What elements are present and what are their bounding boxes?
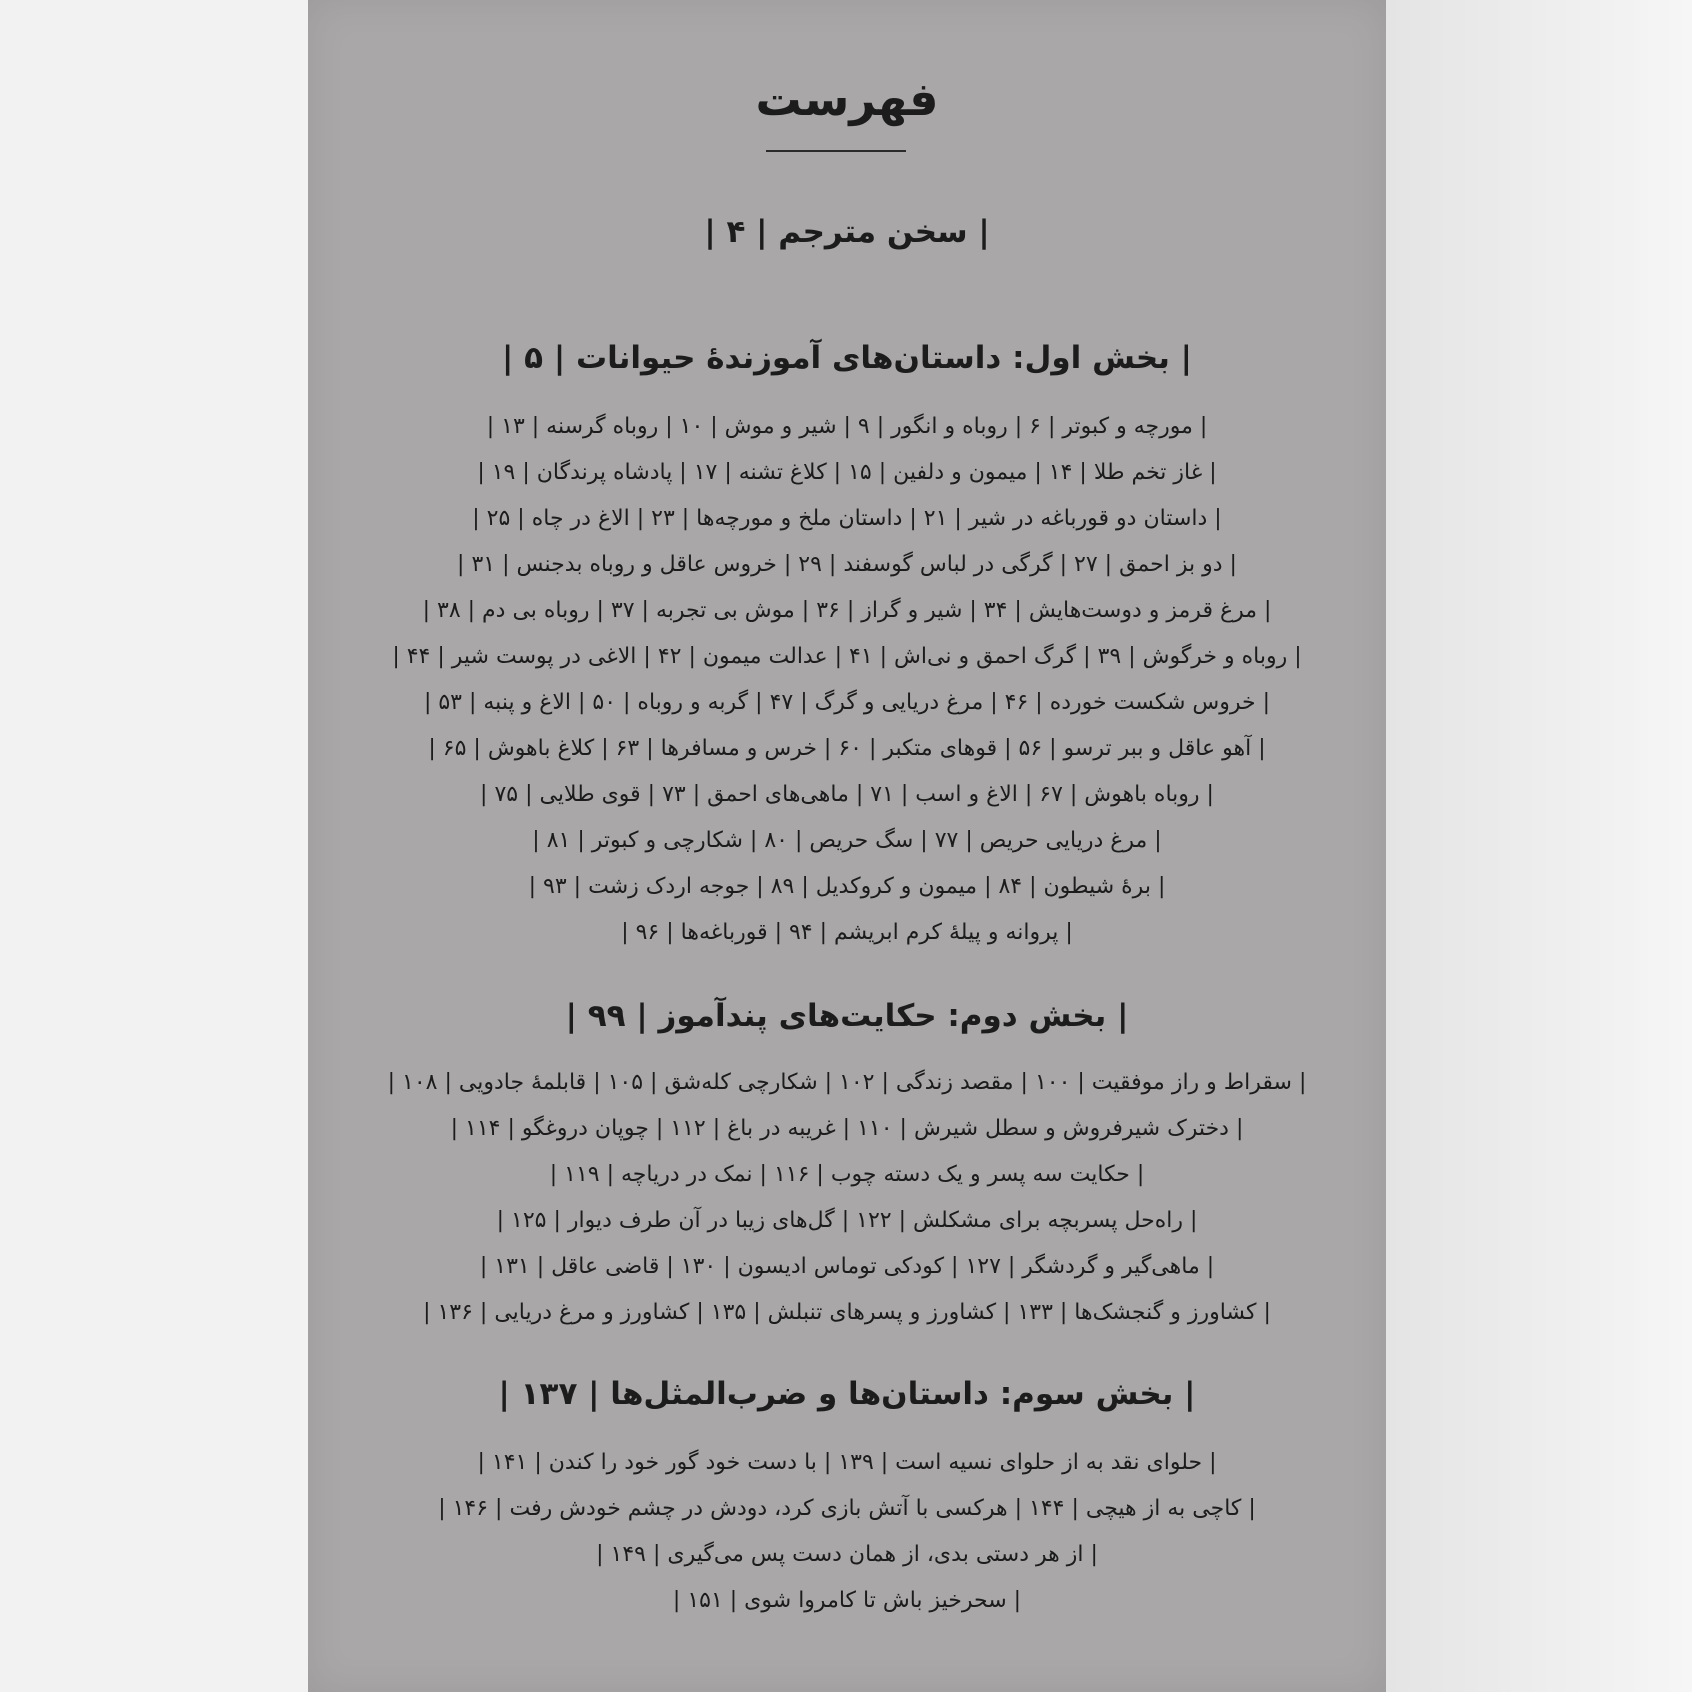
toc-entry: | دو بز احمق | ۲۷ | گرگی در لباس گوسفند | ۲۹ | خروس عاقل و روباه بدجنس | ۳۱ | <box>457 552 1237 577</box>
toc-entry: | آهو عاقل و ببر ترسو | ۵۶ | قوهای متکبر | ۶۰ | خرس و مسافرها | ۶۳ | کلاغ باهوش | ۶۵ | <box>428 736 1266 761</box>
section-2-entries <box>308 1060 1386 1336</box>
book-page <box>308 0 1386 1692</box>
toc-entry: | داستان دو قورباغه در شیر | ۲۱ | داستان ملخ و مورچه‌ها | ۲۳ | الاغ در چاه | ۲۵ | <box>472 506 1222 531</box>
section-3-heading: | بخش سوم: داستان‌ها و ضرب‌المثل‌ها | ۱۳۷ | <box>498 1376 1196 1412</box>
toc-entry: | حکایت سه پسر و یک دسته چوب | ۱۱۶ | نمک در دریاچه | ۱۱۹ | <box>549 1162 1145 1187</box>
translator-note-heading: | سخن مترجم | ۴ | <box>704 214 990 250</box>
toc-entry: | مرغ قرمز و دوست‌هایش | ۳۴ | شیر و گراز | ۳۶ | موش بی تجربه | ۳۷ | روباه بی دم | ۳۸ | <box>422 598 1272 623</box>
toc-entry: | دخترک شیرفروش و سطل شیرش | ۱۱۰ | غریبه در باغ | ۱۱۲ | چوپان دروغگو | ۱۱۴ | <box>450 1116 1244 1141</box>
toc-entry: | غاز تخم طلا | ۱۴ | میمون و دلفین | ۱۵ | کلاغ تشنه | ۱۷ | پادشاه پرندگان | ۱۹ | <box>477 460 1217 485</box>
toc-entry: | پروانه و پیلهٔ کرم ابریشم | ۹۴ | قورباغه‌ها | ۹۶ | <box>621 920 1073 945</box>
toc-entry: | برهٔ شیطون | ۸۴ | میمون و کروکدیل | ۸۹ | جوجه اردک زشت | ۹۳ | <box>528 874 1166 899</box>
toc-entry: | از هر دستی بدی، از همان دست پس می‌گیری | ۱۴۹ | <box>596 1542 1098 1567</box>
title-underline <box>766 150 906 152</box>
toc-entry: | خروس شکست خورده | ۴۶ | مرغ دریایی و گرگ | ۴۷ | گربه و روباه | ۵۰ | الاغ و پنبه | ۵۳ | <box>423 690 1271 715</box>
toc-entry: | حلوای نقد به از حلوای نسیه است | ۱۳۹ | با دست خود گور خود را کندن | ۱۴۱ | <box>477 1450 1217 1475</box>
toc-entry: | روباه باهوش | ۶۷ | الاغ و اسب | ۷۱ | ماهی‌های احمق | ۷۳ | قوی طلایی | ۷۵ | <box>480 782 1214 807</box>
toc-entry: | سحرخیز باش تا کامروا شوی | ۱۵۱ | <box>672 1588 1022 1613</box>
section-3-entries <box>308 1440 1386 1624</box>
toc-entry: | مرغ دریایی حریص | ۷۷ | سگ حریص | ۸۰ | شکارچی و کبوتر | ۸۱ | <box>532 828 1162 853</box>
section-1-heading: | بخش اول: داستان‌های آموزندهٔ حیوانات | ۵ | <box>502 340 1192 376</box>
toc-entry: | ماهی‌گیر و گردشگر | ۱۲۷ | کودکی توماس ادیسون | ۱۳۰ | قاضی عاقل | ۱۳۱ | <box>479 1254 1215 1279</box>
toc-entry: | راه‌حل پسربچه برای مشکلش | ۱۲۲ | گل‌های زیبا در آن طرف دیوار | ۱۲۵ | <box>496 1208 1198 1233</box>
toc-entry: | روباه و خرگوش | ۳۹ | گرگ احمق و نی‌اش | ۴۱ | عدالت میمون | ۴۲ | الاغی در پوست شیر | ۴۴ | <box>392 644 1302 669</box>
toc-entry: | کاچی به از هیچی | ۱۴۴ | هرکسی با آتش بازی کرد، دودش در چشم خودش رفت | ۱۴۶ | <box>438 1496 1256 1521</box>
section-2-heading: | بخش دوم: حکایت‌های پندآموز | ۹۹ | <box>565 998 1129 1034</box>
toc-entry: | کشاورز و گنجشک‌ها | ۱۳۳ | کشاورز و پسرهای تنبلش | ۱۳۵ | کشاورز و مرغ دریایی | ۱۳۶ | <box>423 1300 1271 1325</box>
page-title: فهرست <box>755 72 939 126</box>
background-edge <box>1386 0 1692 1692</box>
section-1-entries <box>308 404 1386 956</box>
toc-entry: | مورچه و کبوتر | ۶ | روباه و انگور | ۹ | شیر و موش | ۱۰ | روباه گرسنه | ۱۳ | <box>486 414 1208 439</box>
toc-entry: | سقراط و راز موفقیت | ۱۰۰ | مقصد زندگی | ۱۰۲ | شکارچی کله‌شق | ۱۰۵ | قابلمهٔ جادویی | ۱۰۸ | <box>387 1070 1307 1095</box>
